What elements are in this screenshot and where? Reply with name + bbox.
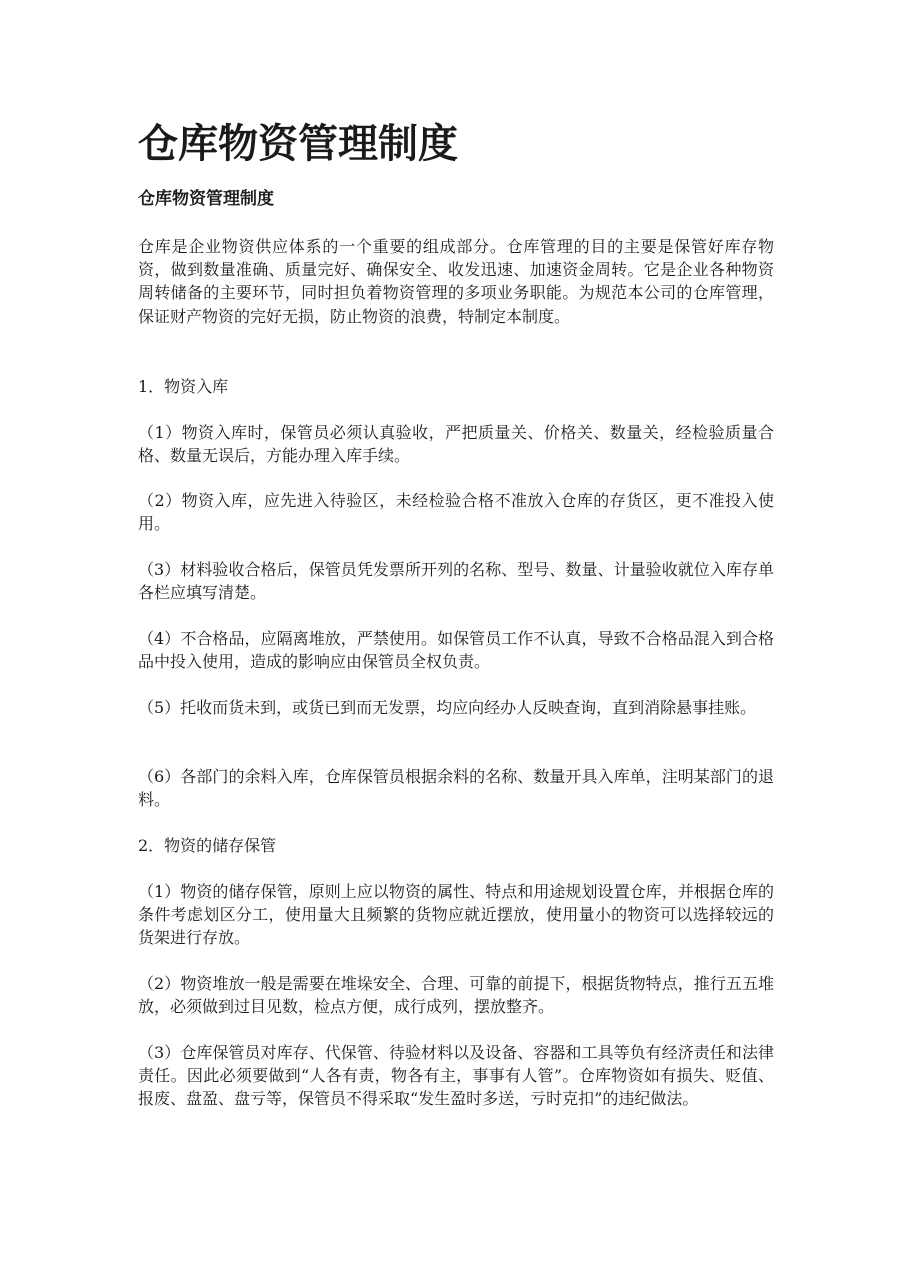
inbound-item-5: （5）托收而货未到，或货已到而无发票，均应向经办人反映查询，直到消除悬事挂账。 <box>138 698 757 717</box>
document-title: 仓库物资管理制度 <box>138 120 458 167</box>
inbound-item-1: （1）物资入库时，保管员必须认真验收，严把质量关、价格关、数量关，经检验质量合格、数量无误后，方能办理入库手续。 <box>138 423 774 466</box>
inbound-item-4: （4）不合格品，应隔离堆放，严禁使用。如保管员工作不认真，导致不合格品混入到合格品中投入使用，造成的影响应由保管员全权负责。 <box>138 629 774 672</box>
inbound-item-3: （3）材料验收合格后，保管员凭发票所开列的名称、型号、数量、计量验收就位入库存单各栏应填写清楚。 <box>138 560 774 603</box>
section-heading-inbound: 1．物资入库 <box>138 377 229 396</box>
section-heading-storage: 2．物资的储存保管 <box>138 836 277 855</box>
inbound-item-2: （2）物资入库，应先进入待验区，未经检验合格不准放入仓库的存货区，更不准投入使用。 <box>138 491 774 534</box>
document-subtitle: 仓库物资管理制度 <box>138 189 274 209</box>
storage-item-3: （3）仓库保管员对库存、代保管、待验材料以及设备、容器和工具等负有经济责任和法律责任。因此必须要做到“人各有责，物各有主，事事有人管”。仓库物资如有损失、贬值、报废、盘盈、盘亏等，保管员不得采取“发生盈时多送，亏时克扣”的违纪做法。 <box>138 1043 774 1109</box>
storage-item-2: （2）物资堆放一般是需要在堆垛安全、合理、可靠的前提下，根据货物特点，推行五五堆放，必须做到过目见数，检点方便，成行成列，摆放整齐。 <box>138 974 774 1017</box>
inbound-item-6: （6）各部门的余料入库，仓库保管员根据余料的名称、数量开具入库单，注明某部门的退料。 <box>138 767 774 810</box>
storage-item-1: （1）物资的储存保管，原则上应以物资的属性、特点和用途规划设置仓库，并根据仓库的条件考虑划区分工，使用量大且频繁的货物应就近摆放，使用量小的物资可以选择较远的货架进行存放。 <box>138 882 774 948</box>
intro-paragraph: 仓库是企业物资供应体系的一个重要的组成部分。仓库管理的目的主要是保管好库存物资，做到数量准确、质量完好、确保安全、收发迅速、加速资金周转。它是企业各种物资周转储备的主要环节，同时担负着物资管理的多项业务职能。为规范本公司的仓库管理，保证财产物资的完好无损，防止物资的浪费，特制定本制度。 <box>138 237 774 326</box>
